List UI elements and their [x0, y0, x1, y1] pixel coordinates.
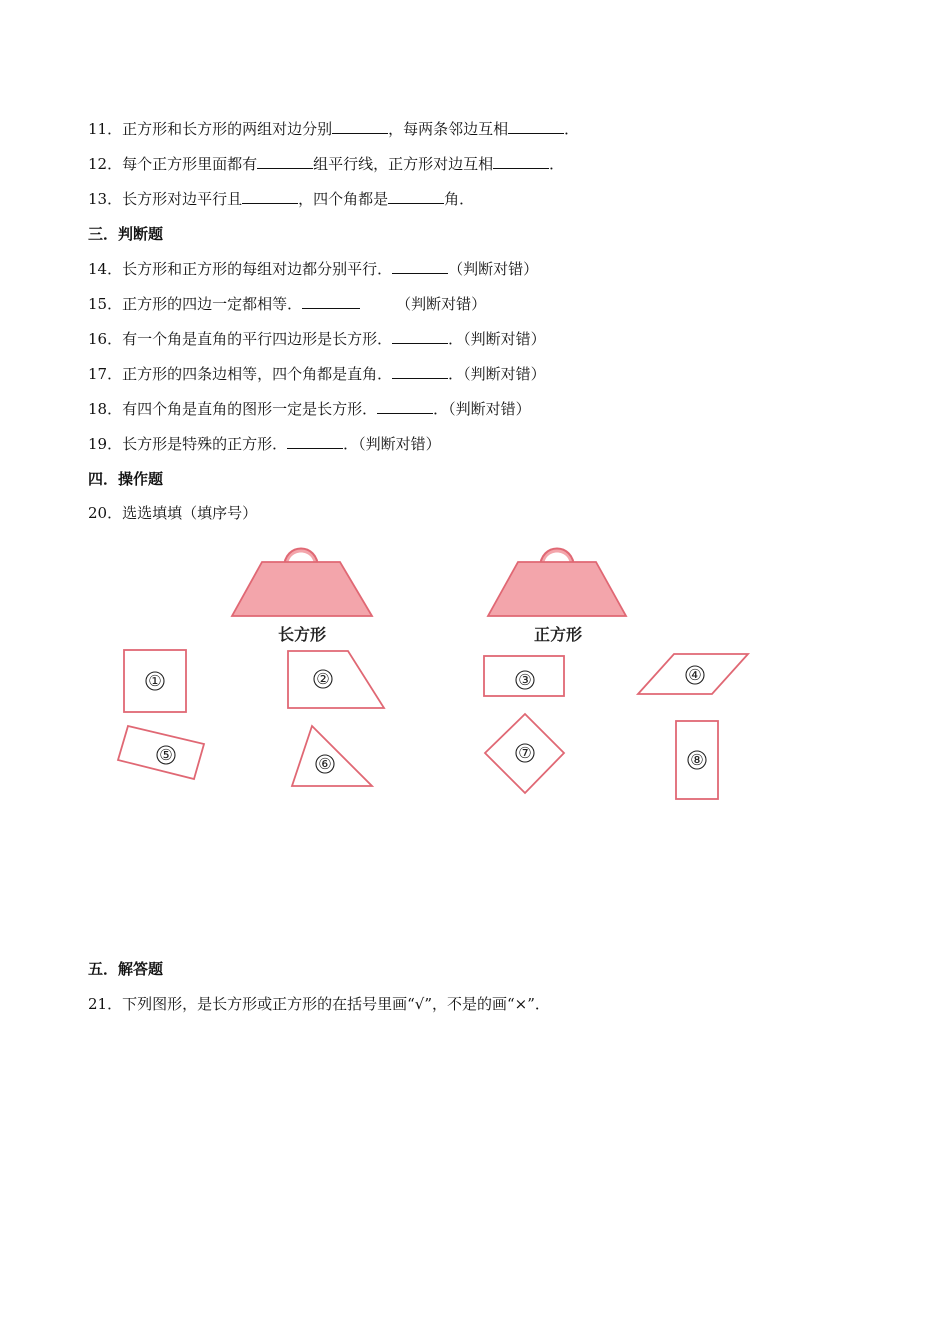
question-21 — [88, 994, 550, 1014]
shape-7-diamond[interactable] — [485, 714, 564, 793]
basket-body-icon — [232, 562, 372, 616]
question-number: 20． — [88, 504, 123, 522]
question-17 — [88, 363, 546, 384]
answer-blank[interactable] — [508, 118, 564, 134]
question-hint: ．（判断对错） — [448, 330, 546, 348]
question-20 — [88, 503, 257, 523]
question-text: 有四个角是直角的图形一定是长方形． — [122, 400, 378, 418]
question-15 — [88, 293, 486, 314]
question-12 — [88, 153, 564, 174]
question-number: 13． — [88, 190, 123, 208]
question-number: 14． — [88, 260, 123, 278]
question-number: 17． — [88, 365, 123, 383]
shape-8-vertical-rectangle[interactable] — [676, 721, 718, 799]
question-hint: （判断对错） — [448, 260, 539, 278]
answer-blank[interactable] — [392, 363, 448, 379]
shape-1-square[interactable] — [124, 650, 186, 712]
question-text: 长方形对边平行且 — [122, 190, 243, 208]
question-text: 长方形是特殊的正方形． — [122, 435, 288, 453]
question-18 — [88, 398, 531, 419]
answer-blank[interactable] — [302, 293, 360, 309]
question-number: 21． — [88, 995, 123, 1013]
answer-blank[interactable] — [332, 118, 388, 134]
question-number: 11． — [88, 120, 123, 138]
shapes-figure — [112, 534, 752, 802]
shape-number: ① — [148, 672, 162, 690]
basket-label: 长方形 — [277, 625, 327, 644]
question-hint: ．（判断对错） — [343, 435, 441, 453]
question-hint: ．（判断对错） — [433, 400, 531, 418]
question-text: 正方形的四条边相等，四个角都是直角． — [122, 365, 393, 383]
question-text: 正方形的四边一定都相等． — [122, 295, 303, 313]
shape-number: ② — [316, 670, 330, 688]
question-number: 15． — [88, 295, 123, 313]
question-16 — [88, 328, 546, 349]
shape-2-trapezoid[interactable] — [288, 651, 384, 708]
question-number: 19． — [88, 435, 123, 453]
shape-number: ④ — [688, 666, 702, 684]
answer-blank[interactable] — [257, 153, 313, 169]
shape-number: ⑤ — [159, 746, 173, 764]
question-text: ． — [549, 155, 565, 173]
question-13 — [88, 188, 474, 209]
shape-6-triangle[interactable] — [292, 726, 372, 786]
answer-blank[interactable] — [287, 433, 343, 449]
shape-number: ⑦ — [518, 744, 532, 762]
question-19 — [88, 433, 441, 454]
basket-label: 正方形 — [533, 625, 583, 644]
question-text: 每个正方形里面都有 — [122, 155, 258, 173]
answer-blank[interactable] — [392, 328, 448, 344]
question-text: 选选填填（填序号） — [122, 504, 258, 522]
question-text: 角． — [444, 190, 475, 208]
answer-blank[interactable] — [493, 153, 549, 169]
question-number: 18． — [88, 400, 123, 418]
basket-rectangle[interactable] — [232, 549, 372, 645]
basket-square[interactable] — [488, 549, 626, 645]
answer-blank[interactable] — [242, 188, 298, 204]
answer-blank[interactable] — [377, 398, 433, 414]
answer-blank[interactable] — [388, 188, 444, 204]
shape-number: ⑧ — [690, 751, 704, 769]
question-text: 正方形和长方形的两组对边分别 — [122, 120, 333, 138]
shape-number: ⑥ — [318, 755, 332, 773]
question-text: ． — [564, 120, 580, 138]
shape-4-parallelogram[interactable] — [638, 654, 748, 694]
section-heading-operation: 四．操作题 — [88, 470, 164, 488]
question-number: 16． — [88, 330, 123, 348]
basket-body-icon — [488, 562, 626, 616]
question-hint: ．（判断对错） — [448, 365, 546, 383]
question-text: ，四个角都是 — [298, 190, 389, 208]
shape-number: ③ — [518, 671, 532, 689]
question-text: ，每两条邻边互相 — [388, 120, 509, 138]
question-11 — [88, 118, 579, 139]
shape-5-tilted-rectangle[interactable] — [118, 726, 204, 779]
answer-blank[interactable] — [392, 258, 448, 274]
question-text: 下列图形，是长方形或正方形的在括号里画“√”，不是的画“×”． — [122, 995, 550, 1013]
question-text: 长方形和正方形的每组对边都分别平行． — [122, 260, 393, 278]
section-heading-answer: 五．解答题 — [88, 960, 164, 978]
section-heading-judgement: 三．判断题 — [88, 225, 164, 243]
question-text: 组平行线，正方形对边互相 — [313, 155, 494, 173]
shape-3-rectangle[interactable] — [484, 656, 564, 696]
question-hint: （判断对错） — [396, 295, 487, 313]
question-14 — [88, 258, 538, 279]
question-text: 有一个角是直角的平行四边形是长方形． — [122, 330, 393, 348]
question-number: 12． — [88, 155, 123, 173]
